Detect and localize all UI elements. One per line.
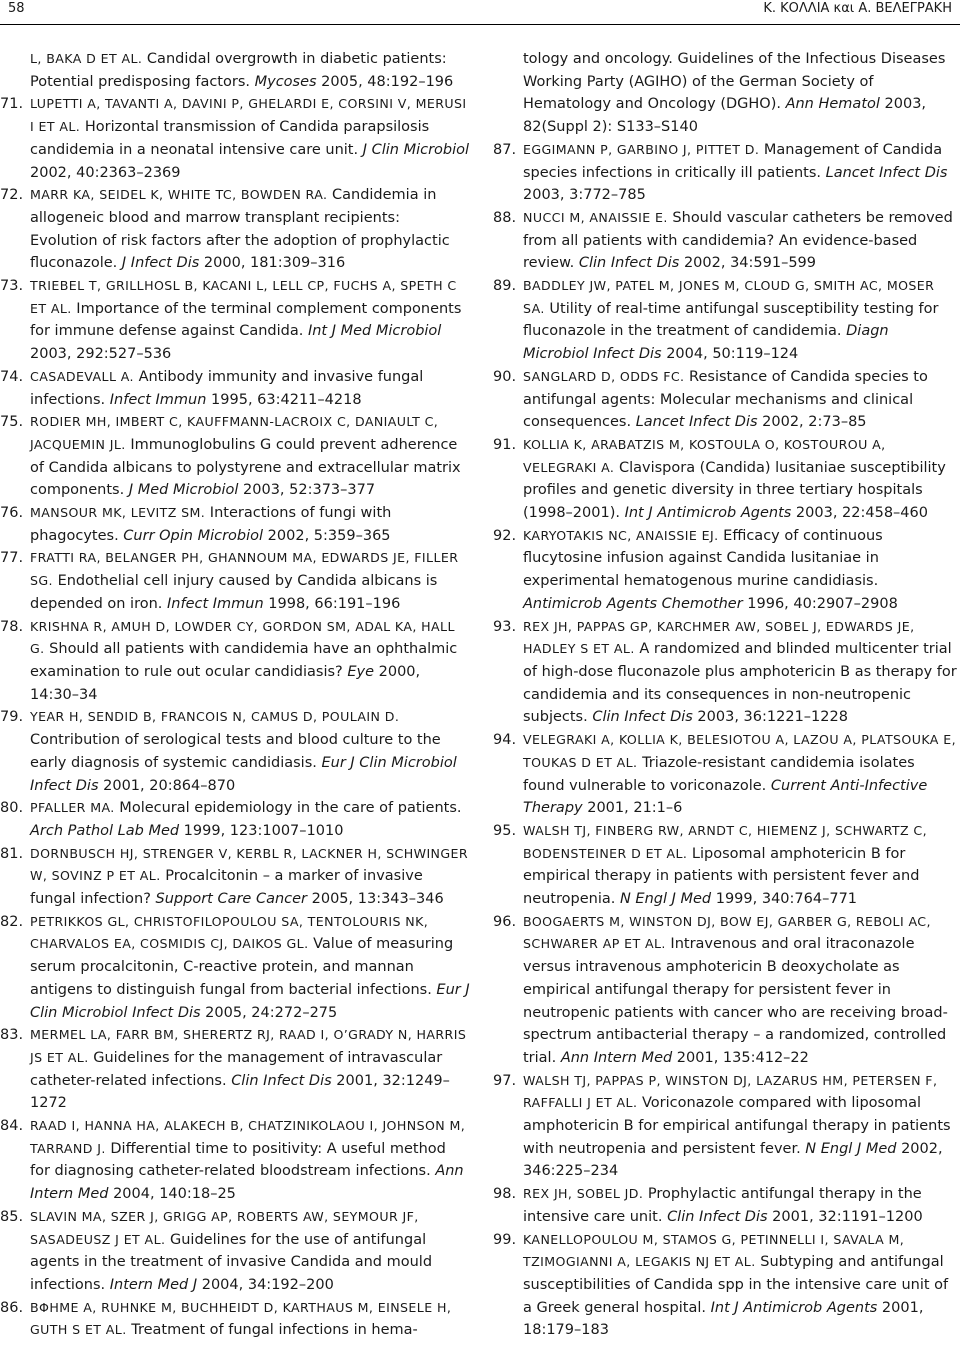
reference-entry — [0, 547, 470, 615]
reference-citation: 2003, 292:527–536 — [30, 346, 172, 363]
reference-citation: 2002, 40:2363–2369 — [30, 164, 181, 181]
reference-title: Liposomal amphotericin B for empirical therapy in patients with persistent fever and neutropenia. — [523, 845, 920, 908]
reference-entry — [493, 48, 958, 139]
reference-number: 93. — [493, 618, 517, 635]
reference-entry — [493, 275, 958, 366]
reference-entry — [493, 1183, 958, 1228]
reference-title: tology and oncology. Guidelines of the Infectious Diseases Working Party (AGIHO) of the German Society of Hematology and Oncology (DGHO). — [523, 51, 946, 113]
reference-authors: MANSOUR MK, LEVITZ SM. — [30, 505, 206, 521]
reference-authors: YEAR H, SENDID B, FRANCOIS N, CAMUS D, POULAIN D. — [30, 709, 400, 725]
reference-number: 84. — [0, 1118, 24, 1135]
reference-citation: 2003, 52:373–377 — [238, 482, 376, 499]
reference-number: 96. — [493, 913, 517, 930]
reference-journal: Current Anti-Infective Therapy — [523, 777, 928, 817]
reference-title: Antibody immunity and invasive fungal infections. — [30, 368, 424, 408]
reference-title: Prophylactic antifungal therapy in the intensive care unit. — [523, 1186, 922, 1225]
reference-journal: Curr Opin Microbiol — [123, 527, 264, 544]
reference-authors: SANGLARD D, ODDS FC. — [523, 368, 685, 384]
reference-journal: Ann Intern Med — [30, 1163, 464, 1203]
reference-citation: 2002, 2:73–85 — [757, 414, 867, 431]
reference-title: Value of measuring serum procalcitonin, C-reactive protein, and mannan antigens to distinguish fungal from bacterial infections. — [30, 936, 454, 998]
reference-number: 81. — [0, 845, 24, 862]
reference-journal: Eye — [347, 663, 375, 680]
reference-entry — [0, 1206, 470, 1297]
reference-entry — [0, 93, 470, 184]
reference-entry — [0, 797, 470, 842]
reference-entry — [493, 911, 958, 1070]
reference-title: Clavispora (Candida) lusitaniae susceptibility profiles and genetic diversity in three tertiary hospitals (1998–2001). — [523, 459, 946, 522]
reference-citation: 2005, 48:192–196 — [316, 73, 454, 90]
reference-entry — [0, 502, 470, 547]
reference-number: 98. — [493, 1186, 517, 1203]
reference-number: 83. — [0, 1027, 24, 1044]
reference-title: Contribution of serological tests and blood culture to the early diagnosis of systemic candidiasis. — [30, 732, 441, 771]
reference-authors: PFALLER MA. — [30, 800, 115, 816]
reference-title: Interactions of fungi with phagocytes. — [30, 505, 392, 544]
reference-title: A randomized and blinded multicenter trial of high-dose fluconazole plus amphotericin B as therapy for candidemia and its consequences in non-neutropenic subjects. — [523, 641, 957, 726]
reference-citation: 2001, 32:1191–1200 — [767, 1208, 923, 1225]
reference-title: Horizontal transmission of Candida parapsilosis candidemia in a neonatal intensive care unit. — [30, 119, 430, 158]
reference-citation: 2002, 5:359–365 — [263, 527, 391, 544]
reference-citation: 2002, 346:225–234 — [523, 1140, 943, 1180]
running-head: Κ. ΚΟΛΛΙΑ και Α. ΒΕΛΕΓΡΑΚΗ — [763, 1, 952, 16]
reference-journal: Clin Infect Dis — [231, 1072, 332, 1089]
reference-title: Guidelines for the use of antifungal agents in the treatment of invasive Candida and mould infections. — [30, 1231, 433, 1293]
reference-authors: SLAVIN MA, SZER J, GRIGG AP, ROBERTS AW, SEYMOUR JF, SASADEUSZ J ET AL. — [30, 1208, 419, 1247]
reference-entry — [0, 275, 470, 366]
reference-authors: KRISHNA R, AMUH D, LOWDER CY, GORDON SM, ADAL KA, HALL G. — [30, 618, 455, 657]
reference-number: 71. — [0, 96, 24, 113]
reference-entry — [0, 411, 470, 502]
reference-number: 99. — [493, 1231, 517, 1248]
reference-authors: EGGIMANN P, GARBINO J, PITTET D. — [523, 141, 760, 157]
reference-authors: BOOGAERTS M, WINSTON DJ, BOW EJ, GARBER G, REBOLI AC, SCHWARER AP ET AL. — [523, 913, 931, 952]
reference-title: Subtyping and antifungal susceptibilities of Candida spp in the intensive care unit of a Greek general hospital. — [523, 1254, 949, 1316]
reference-journal: Infect Immun — [167, 595, 264, 612]
reference-journal: N Engl J Med — [619, 891, 712, 908]
reference-title: Resistance of Candida species to antifungal agents: Molecular mechanisms and clinical consequences. — [523, 368, 928, 431]
reference-number: 76. — [0, 505, 24, 522]
reference-entry — [0, 184, 470, 275]
reference-authors: NUCCI M, ANAISSIE E. — [523, 209, 668, 225]
reference-journal: Antimicrob Agents Chemother — [523, 595, 743, 612]
reference-citation: 2002, 34:591–599 — [679, 255, 817, 272]
reference-journal: Support Care Cancer — [155, 891, 308, 908]
reference-entry — [0, 366, 470, 411]
reference-authors: DORNBUSCH HJ, STRENGER V, KERBL R, LACKNER H, SCHWINGER W, SOVINZ P ET AL. — [30, 845, 469, 884]
reference-authors: REX JH, PAPPAS GP, KARCHMER AW, SOBEL J, EDWARDS JE, HADLEY S ET AL. — [523, 618, 915, 657]
reference-title: Molecural epidemiology in the care of patients. — [114, 800, 462, 817]
reference-number: 74. — [0, 368, 24, 385]
reference-title: Efficacy of continuous flucytosine infusion against Candida lusitaniae in experimental hematogenous murine candidiasis. — [523, 527, 883, 590]
reference-journal: Clin Infect Dis — [578, 255, 680, 272]
reference-journal: Lancet Infect Dis — [635, 414, 758, 431]
reference-journal: Intern Med J — [109, 1276, 198, 1293]
reference-journal: Clin Infect Dis — [667, 1208, 768, 1225]
reference-number: 85. — [0, 1208, 24, 1225]
reference-journal: Int J Antimicrob Agents — [624, 505, 792, 522]
reference-title: Importance of the terminal complement components for immune defense against Candida. — [30, 300, 462, 340]
reference-number: 87. — [493, 141, 517, 158]
reference-citation: 2003, 3:772–785 — [523, 187, 646, 204]
reference-citation: 2004, 34:192–200 — [197, 1276, 334, 1293]
reference-entry — [493, 1229, 958, 1343]
reference-title: Guidelines for the management of intravascular catheter-related infections. — [30, 1049, 443, 1089]
reference-journal: Lancet Infect Dis — [825, 164, 948, 181]
reference-authors: MARR KA, SEIDEL K, WHITE TC, BOWDEN RA. — [30, 187, 328, 203]
reference-citation: 1995, 63:4211–4218 — [206, 391, 362, 408]
reference-citation: 2005, 24:272–275 — [200, 1004, 338, 1021]
reference-number: 79. — [0, 709, 24, 726]
reference-entry — [0, 843, 470, 911]
reference-entry — [0, 706, 470, 797]
reference-citation: 2001, 20:864–870 — [98, 777, 236, 794]
reference-title: Treatment of fungal infections in hema- — [126, 1322, 418, 1339]
reference-title: Immunoglobulins G could prevent adherence of Candida albicans to polystyrene and extracellular matrix components. — [30, 436, 461, 499]
reference-citation: 1999, 123:1007–1010 — [179, 822, 344, 839]
reference-authors: KARYOTAKIS NC, ANAISSIE EJ. — [523, 527, 719, 543]
reference-journal: Ann Hematol — [785, 96, 880, 113]
reference-number: 95. — [493, 822, 517, 839]
reference-journal: Clin Infect Dis — [592, 709, 693, 726]
reference-number: 73. — [0, 278, 24, 295]
reference-title: Voriconazole compared with liposomal amphotericin B for empirical antifungal therapy in patients with neutropenia and persistent fever. — [523, 1095, 951, 1157]
reference-citation: 2000, 14:30–34 — [30, 663, 421, 703]
reference-authors: LUPETTI A, TAVANTI A, DAVINI P, GHELARDI E, CORSINI V, MERUSI I ET AL. — [30, 96, 467, 135]
reference-journal: Infect Immun — [109, 391, 207, 408]
reference-authors: MERMEL LA, FARR BM, SHERERTZ RJ, RAAD I, O’GRADY N, HARRIS JS ET AL. — [30, 1027, 467, 1065]
reference-authors: ΒΦHME A, RUHNKE M, BUCHHEIDT D, KARTHAUS M, EINSELE H, GUTH S ET AL. — [30, 1299, 452, 1338]
reference-journal: J Infect Dis — [121, 255, 200, 272]
reference-authors: FRATTI RA, BELANGER PH, GHANNOUM MA, EDWARDS JE, FILLER SG. — [30, 550, 459, 589]
reference-authors: BADDLEY JW, PATEL M, JONES M, CLOUD G, SMITH AC, MOSER SA. — [523, 278, 935, 316]
reference-number: 80. — [0, 800, 24, 817]
reference-entry — [493, 366, 958, 434]
reference-authors: CASADEVALL A. — [30, 368, 134, 384]
reference-citation: 2001, 135:412–22 — [672, 1049, 809, 1066]
reference-title: Should vascular catheters be removed from all patients with candidemia? An evidence-based review. — [523, 209, 953, 272]
reference-authors: WALSH TJ, FINBERG RW, ARNDT C, HIEMENZ J, SCHWARTZ C, BODENSTEINER D ET AL. — [523, 822, 927, 861]
reference-journal: Ann Intern Med — [560, 1049, 673, 1066]
reference-title: Differential time to positivity: A useful method for diagnosing catheter-related bloodstream infections. — [30, 1140, 446, 1180]
reference-title: Triazole-resistant candidemia isolates found vulnerable to voriconazole. — [523, 754, 915, 794]
reference-journal: J Clin Microbiol — [362, 141, 470, 158]
reference-journal: Int J Med Microbiol — [307, 323, 442, 340]
reference-authors: RODIER MH, IMBERT C, KAUFFMANN-LACROIX C, DANIAULT C, JACQUEMIN JL. — [30, 414, 439, 452]
reference-number: 89. — [493, 278, 517, 295]
reference-number: 91. — [493, 436, 517, 453]
reference-number: 82. — [0, 913, 24, 930]
references-left-column — [0, 48, 470, 1342]
reference-authors: WALSH TJ, PAPPAS P, WINSTON DJ, LAZARUS HM, PETERSEN F, RAFFALLI J ET AL. — [523, 1072, 938, 1111]
reference-entry — [0, 1297, 470, 1342]
reference-journal: Eur J Clin Microbiol Infect Dis — [30, 981, 470, 1021]
reference-citation: 2005, 13:343–346 — [307, 891, 444, 908]
reference-number: 97. — [493, 1072, 517, 1089]
reference-title: Management of Candida species infections in critically ill patients. — [523, 141, 943, 181]
references-right-column — [493, 48, 958, 1342]
reference-entry — [493, 139, 958, 207]
reference-citation: 2004, 50:119–124 — [661, 346, 799, 363]
reference-title: Endothelial cell injury caused by Candida albicans is depended on iron. — [30, 573, 438, 612]
reference-entry — [0, 1024, 470, 1115]
reference-entry — [493, 207, 958, 275]
reference-journal: Int J Antimicrob Agents — [710, 1299, 878, 1316]
reference-citation: 2001, 32:1249–1272 — [30, 1072, 450, 1112]
reference-entry — [0, 911, 470, 1025]
reference-entry — [0, 1115, 470, 1206]
reference-number: 72. — [0, 187, 24, 204]
reference-entry — [493, 434, 958, 525]
reference-journal: J Med Microbiol — [128, 482, 239, 499]
reference-title: Candidal overgrowth in diabetic patients: Potential predisposing factors. — [30, 51, 447, 90]
reference-number: 75. — [0, 414, 24, 431]
reference-authors: L, BAKA D ET AL. — [30, 51, 143, 66]
reference-entry — [493, 525, 958, 616]
reference-title: Procalcitonin – a marker of invasive fungal infection? — [30, 868, 423, 908]
reference-title: Candidemia in allogeneic blood and marrow transplant recipients: Evolution of risk factors after the adoption of prophylactic fluconazole. — [30, 187, 450, 272]
reference-citation: 2003, 22:458–460 — [791, 505, 928, 522]
reference-entry — [493, 729, 958, 820]
reference-title: Intravenous and oral itraconazole versus intravenous amphotericin B deoxycholate as empirical antifungal therapy for persistent fever in neutropenic patients with cancer who are receiving broad-spectrum antibacterial therapy – a randomized, controlled trial. — [523, 936, 948, 1066]
reference-citation: 1998, 66:191–196 — [263, 595, 401, 612]
reference-citation: 2004, 140:18–25 — [108, 1186, 236, 1203]
reference-authors: RAAD I, HANNA HA, ALAKECH B, CHATZINIKOLAOU I, JOHNSON M, TARRAND J. — [30, 1118, 466, 1156]
reference-authors: KOLLIA K, ARABATZIS M, KOSTOULA O, KOSTOUROU A, VELEGRAKI A. — [523, 436, 886, 475]
reference-entry — [0, 616, 470, 707]
reference-citation: 2003, 82(Suppl 2): S133–S140 — [523, 96, 927, 136]
reference-authors: PETRIKKOS GL, CHRISTOFILOPOULOU SA, TENTOLOURIS NK, CHARVALOS EA, COSMIDIS CJ, DAIKOS GL. — [30, 913, 429, 952]
reference-journal: Diagn Microbiol Infect Dis — [523, 323, 889, 363]
reference-authors: TRIEBEL T, GRILLHOSL B, KACANI L, LELL CP, FUCHS A, SPETH C ET AL. — [30, 278, 457, 316]
reference-number: 92. — [493, 527, 517, 544]
reference-title: Utility of real-time antifungal susceptibility testing for fluconazole in the treatment of candidemia. — [523, 300, 939, 340]
reference-journal: N Engl J Med — [805, 1140, 897, 1157]
reference-entry — [0, 48, 470, 93]
reference-citation: 2001, 18:179–183 — [523, 1299, 924, 1339]
reference-journal: Eur J Clin Microbiol Infect Dis — [30, 754, 457, 794]
reference-number: 86. — [0, 1299, 24, 1316]
reference-authors: REX JH, SOBEL JD. — [523, 1186, 644, 1202]
reference-number: 94. — [493, 732, 517, 749]
reference-number: 88. — [493, 209, 517, 226]
reference-entry — [493, 1070, 958, 1184]
reference-journal: Arch Pathol Lab Med — [30, 822, 180, 839]
reference-number: 77. — [0, 550, 24, 567]
reference-citation: 2000, 181:309–316 — [199, 255, 346, 272]
header-rule — [0, 24, 960, 25]
reference-title: Should all patients with candidemia have an ophthalmic examination to rule out ocular candidiasis? — [30, 641, 458, 680]
reference-citation: 2003, 36:1221–1228 — [692, 709, 848, 726]
reference-authors: VELEGRAKI A, KOLLIA K, BELESIOTOU A, LAZOU A, PLATSOUKA E, TOUKAS D ET AL. — [523, 732, 956, 770]
reference-citation: 1996, 40:2907–2908 — [742, 595, 898, 612]
reference-authors: KANELLOPOULOU M, STAMOS G, PETINNELLI I, SAVALA M, TZIMOGIANNI A, LEGAKIS NJ ET AL. — [523, 1231, 905, 1270]
reference-number: 78. — [0, 618, 24, 635]
reference-citation: 2001, 21:1–6 — [582, 800, 683, 817]
reference-journal: Mycoses — [254, 73, 317, 90]
reference-citation: 1999, 340:764–771 — [711, 891, 858, 908]
page-number: 58 — [8, 1, 25, 16]
reference-entry — [493, 820, 958, 911]
reference-number: 90. — [493, 368, 517, 385]
reference-entry — [493, 616, 958, 730]
